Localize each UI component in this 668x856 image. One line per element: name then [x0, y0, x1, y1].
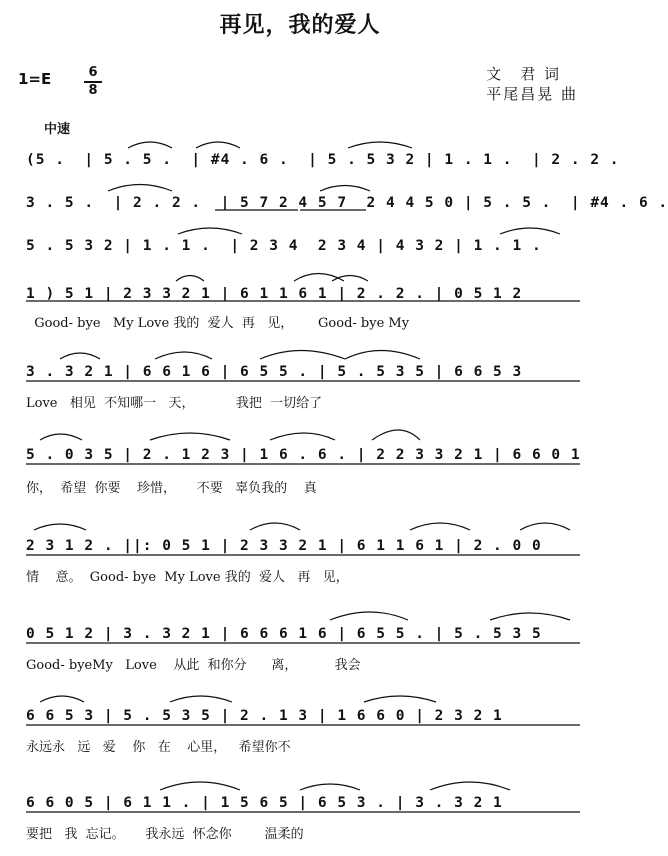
- time-signature: [84, 66, 102, 98]
- score-line-4-lyrics: Good- bye My Love 我的 爱人 再 见， Good- bye My: [26, 316, 410, 331]
- score-line-3-notes: 5 . 5 3 2 | 1 . 1 . | 2 3 4 2 3 4 | 4 3 2 | 1 . 1 .: [26, 238, 542, 254]
- score-line-9-lyrics: 永远永 远 爱 你 在 心里， 希望你不: [26, 740, 291, 755]
- composer-credit: 平尾昌晃 曲: [486, 85, 578, 103]
- score-line-6-lyrics: 你， 希望 你要 珍惜， 不要 辜负我的 真: [26, 481, 317, 496]
- credits: [486, 64, 578, 104]
- score-line-1-notes: (5 . | 5 . 5 . | #4 . 6 . | 5 . 5 3 2 | 1 . 1 . | 2 . 2 .: [26, 152, 620, 168]
- lyricist-credit: 文 君 词: [486, 65, 561, 83]
- meter-denominator: 8: [88, 82, 98, 98]
- key-signature: 1=E: [18, 70, 52, 88]
- song-title: 再见，我的爱人: [219, 12, 381, 38]
- score-line-6-notes: 5 . 0 3 5 | 2 . 1 2 3 | 1 6 . 6 . | 2 2 3 3 2 1 | 6 6 0 1: [26, 447, 581, 463]
- score-line-2-notes: 3 . 5 . | 2 . 2 . | 5 7 2 4 5 7 2 4 4 5 0 | 5 . 5 . | #4 . 6 .: [26, 195, 668, 211]
- score-line-5-notes: 3 . 3 2 1 | 6 6 1 6 | 6 5 5 . | 5 . 5 3 5 | 6 6 5 3: [26, 364, 523, 380]
- score-line-5-lyrics: Love 相见 不知哪一 天， 我把 一切给了: [26, 396, 323, 411]
- tempo-marking: 中速: [44, 122, 71, 137]
- score-line-7-lyrics: 情 意。 Good- bye My Love 我的 爱人 再 见，: [26, 570, 349, 585]
- score-line-8-lyrics: Good- byeMy Love 从此 和你分 离， 我会: [26, 658, 361, 673]
- meter-numerator: 6: [88, 65, 98, 80]
- score-line-4-notes: 1 ) 5 1 | 2 3 3 2 1 | 6 1 1 6 1 | 2 . 2 . | 0 5 1 2: [26, 286, 523, 302]
- score-line-10-notes: 6 6 0 5 | 6 1 1 . | 1 5 6 5 | 6 5 3 . | 3 . 3 2 1: [26, 795, 503, 811]
- score-line-7-notes: 2 3 1 2 . ||: 0 5 1 | 2 3 3 2 1 | 6 1 1 6 1 | 2 . 0 0: [26, 538, 542, 554]
- score-line-10-lyrics: 要把 我 忘记。 我永远 怀念你 温柔的: [26, 827, 304, 842]
- score-line-8-notes: 0 5 1 2 | 3 . 3 2 1 | 6 6 6 1 6 | 6 5 5 . | 5 . 5 3 5: [26, 626, 542, 642]
- score-line-9-notes: 6 6 5 3 | 5 . 5 3 5 | 2 . 1 3 | 1 6 6 0 | 2 3 2 1: [26, 708, 503, 724]
